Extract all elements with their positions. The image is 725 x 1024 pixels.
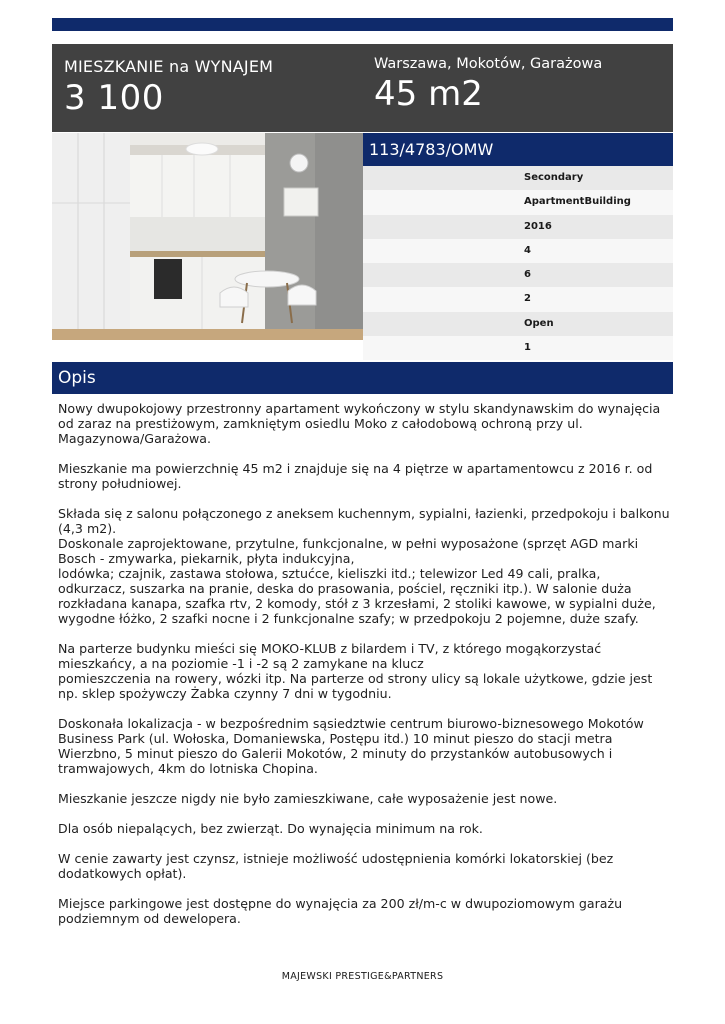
property-rooms: 2 xyxy=(363,287,673,311)
property-year: 2016 xyxy=(363,215,673,239)
description-paragraph: Składa się z salonu połączonego z aneksem kuchennym, sypialni, łazienki, przedpokoju i balkonu (4,3 m2). Doskonale zaprojektowane, przytulne, funkcjonalne, w pełni wyposażone (sprzęt AGD marki Bosch - zmywarka, piekarnik, płyta indukcyjna, lodówka; czajnik, zastawa stołowa, sztućce, kieliszki itd.; telewizor Led 49 cali, pralka, odkurzacz, suszarka na pranie, deska do prasowania, pościel, ręczniki itp.). W salonie duża rozkładana kanapa, szafka rtv, 2 komody, stół z 3 krzesłami, 2 stoliki kawowe, w sypialni duże, wygodne łóżko, 2 szafki nocne i 2 funkcjonalne szafy; w przedpokoju 2 pojemne, duże szafy. xyxy=(58,506,670,626)
description-paragraph: Dla osób niepalących, bez zwierząt. Do wynajęcia minimum na rok. xyxy=(58,821,483,836)
description-heading: Opis xyxy=(52,362,673,394)
top-accent-bar xyxy=(52,18,673,31)
header-right xyxy=(374,56,602,114)
description-body xyxy=(58,401,670,941)
description-paragraph: Mieszkanie jeszcze nigdy nie było zamieszkiwane, całe wyposażenie jest nowe. xyxy=(58,791,558,806)
description-paragraph: Na parterze budynku mieści się MOKO-KLUB z bilardem i TV, z którego mogąkorzystać mieszkańcy, a na poziomie -1 i -2 są 2 zamykane na klucz pomieszczenia na rowery, wózki itp. Na parterze od strony ulicy są lokale użytkowe, gdzie jest np. sklep spożywczy Żabka czynny 7 dni w tygodniu. xyxy=(58,641,653,701)
property-market: Secondary xyxy=(363,166,673,190)
description-paragraph: Mieszkanie ma powierzchnię 45 m2 i znajduje się na 4 piętrze w apartamentowcu z 2016 r. od strony południowej. xyxy=(58,461,653,491)
apartment-photo xyxy=(52,133,363,340)
property-bathrooms: 1 xyxy=(363,336,673,360)
property-building-type: ApartmentBuilding xyxy=(363,190,673,214)
location: Warszawa, Mokotów, Garażowa xyxy=(374,56,603,72)
property-kitchen: Open xyxy=(363,312,673,336)
reference-number: 113/4783/OMW xyxy=(363,133,673,166)
listing-header xyxy=(52,44,673,132)
header-left xyxy=(64,57,273,118)
price: 3 100 xyxy=(64,78,164,118)
property-floor: 4 xyxy=(363,239,673,263)
area: 45 m2 xyxy=(374,74,483,114)
description-paragraph: Miejsce parkingowe jest dostępne do wynajęcia za 200 zł/m-c w dwupoziomowym garażu podziemnym od dewelopera. xyxy=(58,896,623,926)
description-paragraph: Doskonała lokalizacja - w bezpośrednim sąsiedztwie centrum biurowo-biznesowego Mokotów Business Park (ul. Wołoska, Domaniewska, Postępu itd.) 10 minut pieszo do stacji metra Wierzbno, 5 minut pieszo do Galerii Mokotów, 2 minuty do przystanków autobusowych i tramwajowych, 4km do lotniska Chopina. xyxy=(58,716,644,776)
description-paragraph: Nowy dwupokojowy przestronny apartament wykończony w stylu skandynawskim do wynajęcia od zaraz na prestiżowym, zamkniętym osiedlu Moko z całodobową ochroną przy ul. Magazynowa/Garażowa. xyxy=(58,401,661,446)
property-floors-total: 6 xyxy=(363,263,673,287)
footer-agency: MAJEWSKI PRESTIGE&PARTNERS xyxy=(281,971,444,982)
offer-type: MIESZKANIE na WYNAJEM xyxy=(64,57,274,76)
description-paragraph: W cenie zawarty jest czynsz, istnieje możliwość udostępnienia komórki lokatorskiej (bez dodatkowych opłat). xyxy=(58,851,614,881)
properties-table xyxy=(363,166,673,360)
